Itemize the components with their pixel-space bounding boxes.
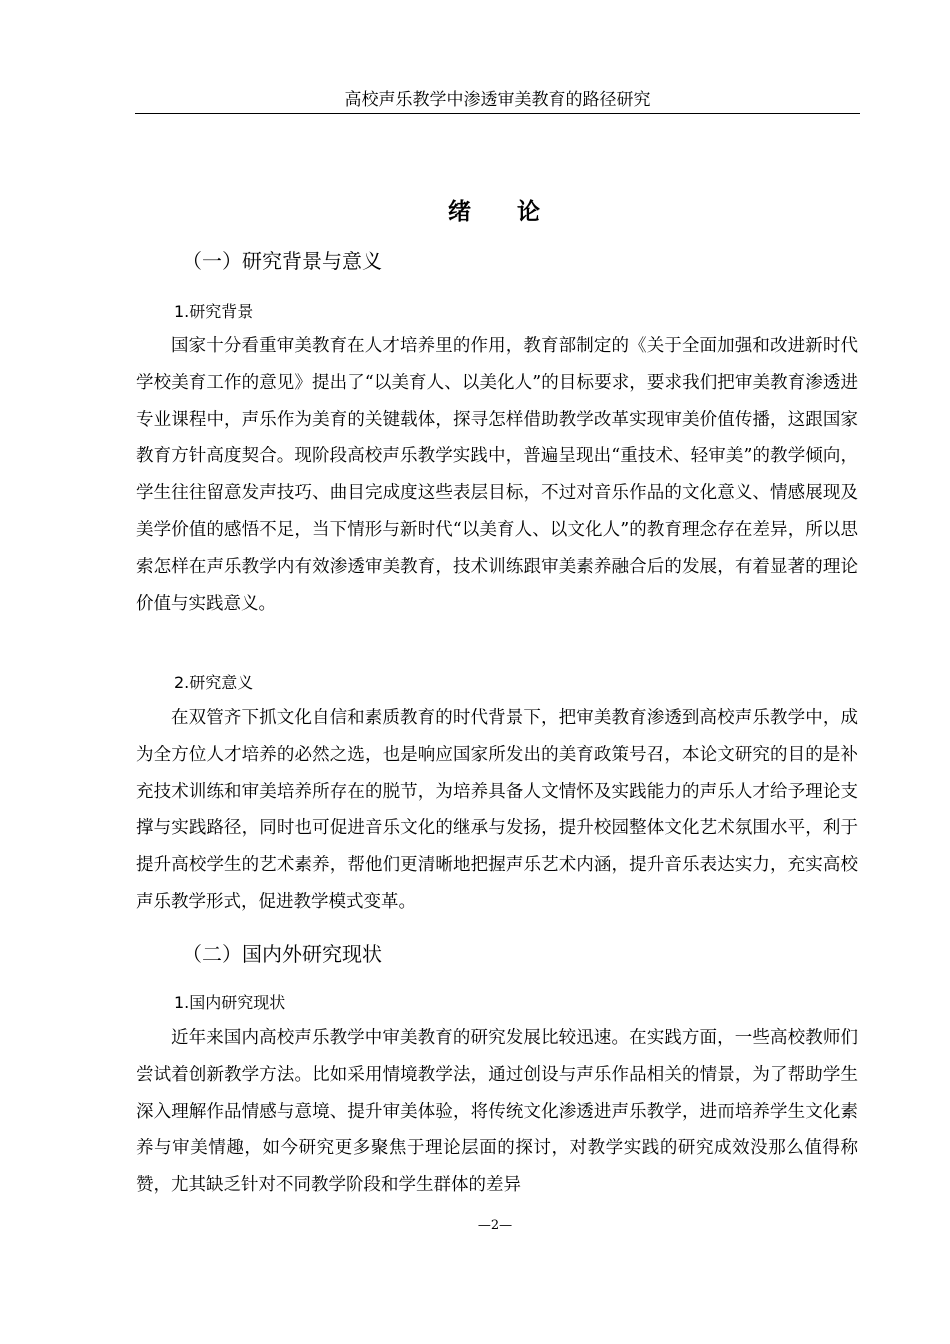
running-header: 高校声乐教学中渗透审美教育的路径研究 [344, 90, 651, 110]
subsection-title-domestic-status: 1.国内研究现状 [174, 993, 286, 1012]
paragraph-domestic-status: 近年来国内高校声乐教学中审美教育的研究发展比较迅速。在实践方面，一些高校教师们尝试着创新教学方法。比如采用情境教学法，通过创设与声乐作品相关的情景，为了帮助学生深入理解作品情感与意境、提升审美体验，将传统文化渗透进声乐教学，进而培养学生文化素养与审美情趣，如今研究更多聚焦于理论层面的探讨，对教学实践的研究成效没那么值得称赞，尤其缺乏针对不同教学阶段和学生群体的差异 [136, 1028, 858, 1196]
header-rule [135, 113, 860, 114]
chapter-title-char-1: 绪 [448, 199, 473, 225]
subsection-title-research-significance: 2.研究意义 [174, 673, 254, 692]
section-title-research-status: （二）国内外研究现状 [182, 942, 382, 966]
paragraph-research-background: 国家十分看重审美教育在人才培养里的作用，教育部制定的《关于全面加强和改进新时代学校美育工作的意见》提出了“以美育人、以美化人”的目标要求，要求我们把审美教育渗透进专业课程中，声乐作为美育的关键载体，探寻怎样借助教学改革实现审美价值传播，这跟国家教育方针高度契合。现阶段高校声乐教学实践中，普遍呈现出“重技术、轻审美”的教学倾向，学生往往留意发声技巧、曲目完成度这些表层目标，不过对音乐作品的文化意义、情感展现及美学价值的感悟不足，当下情形与新时代“以美育人、以文化人”的教育理念存在差异，所以思索怎样在声乐教学内有效渗透审美教育，技术训练跟审美素养融合后的发展，有着显著的理论价值与实践意义。 [136, 336, 858, 614]
section-title-background: （一）研究背景与意义 [182, 249, 382, 273]
chapter-title-char-2: 论 [517, 199, 542, 225]
chapter-title [0, 196, 950, 228]
paragraph-research-significance: 在双管齐下抓文化自信和素质教育的时代背景下，把审美教育渗透到高校声乐教学中，成为全方位人才培养的必然之选，也是响应国家所发出的美育政策号召，本论文研究的目的是补充技术训练和审美培养所存在的脱节，为培养具备人文情怀及实践能力的声乐人才给予理论支撑与实践路径，同时也可促进音乐文化的继承与发扬，提升校园整体文化艺术氛围水平，利于提升高校学生的艺术素养，帮他们更清晰地把握声乐艺术内涵，提升音乐表达实力，充实高校声乐教学形式，促进教学模式变革。 [136, 708, 858, 912]
page-number: —2— [477, 1218, 513, 1233]
subsection-title-research-background: 1.研究背景 [174, 302, 254, 321]
